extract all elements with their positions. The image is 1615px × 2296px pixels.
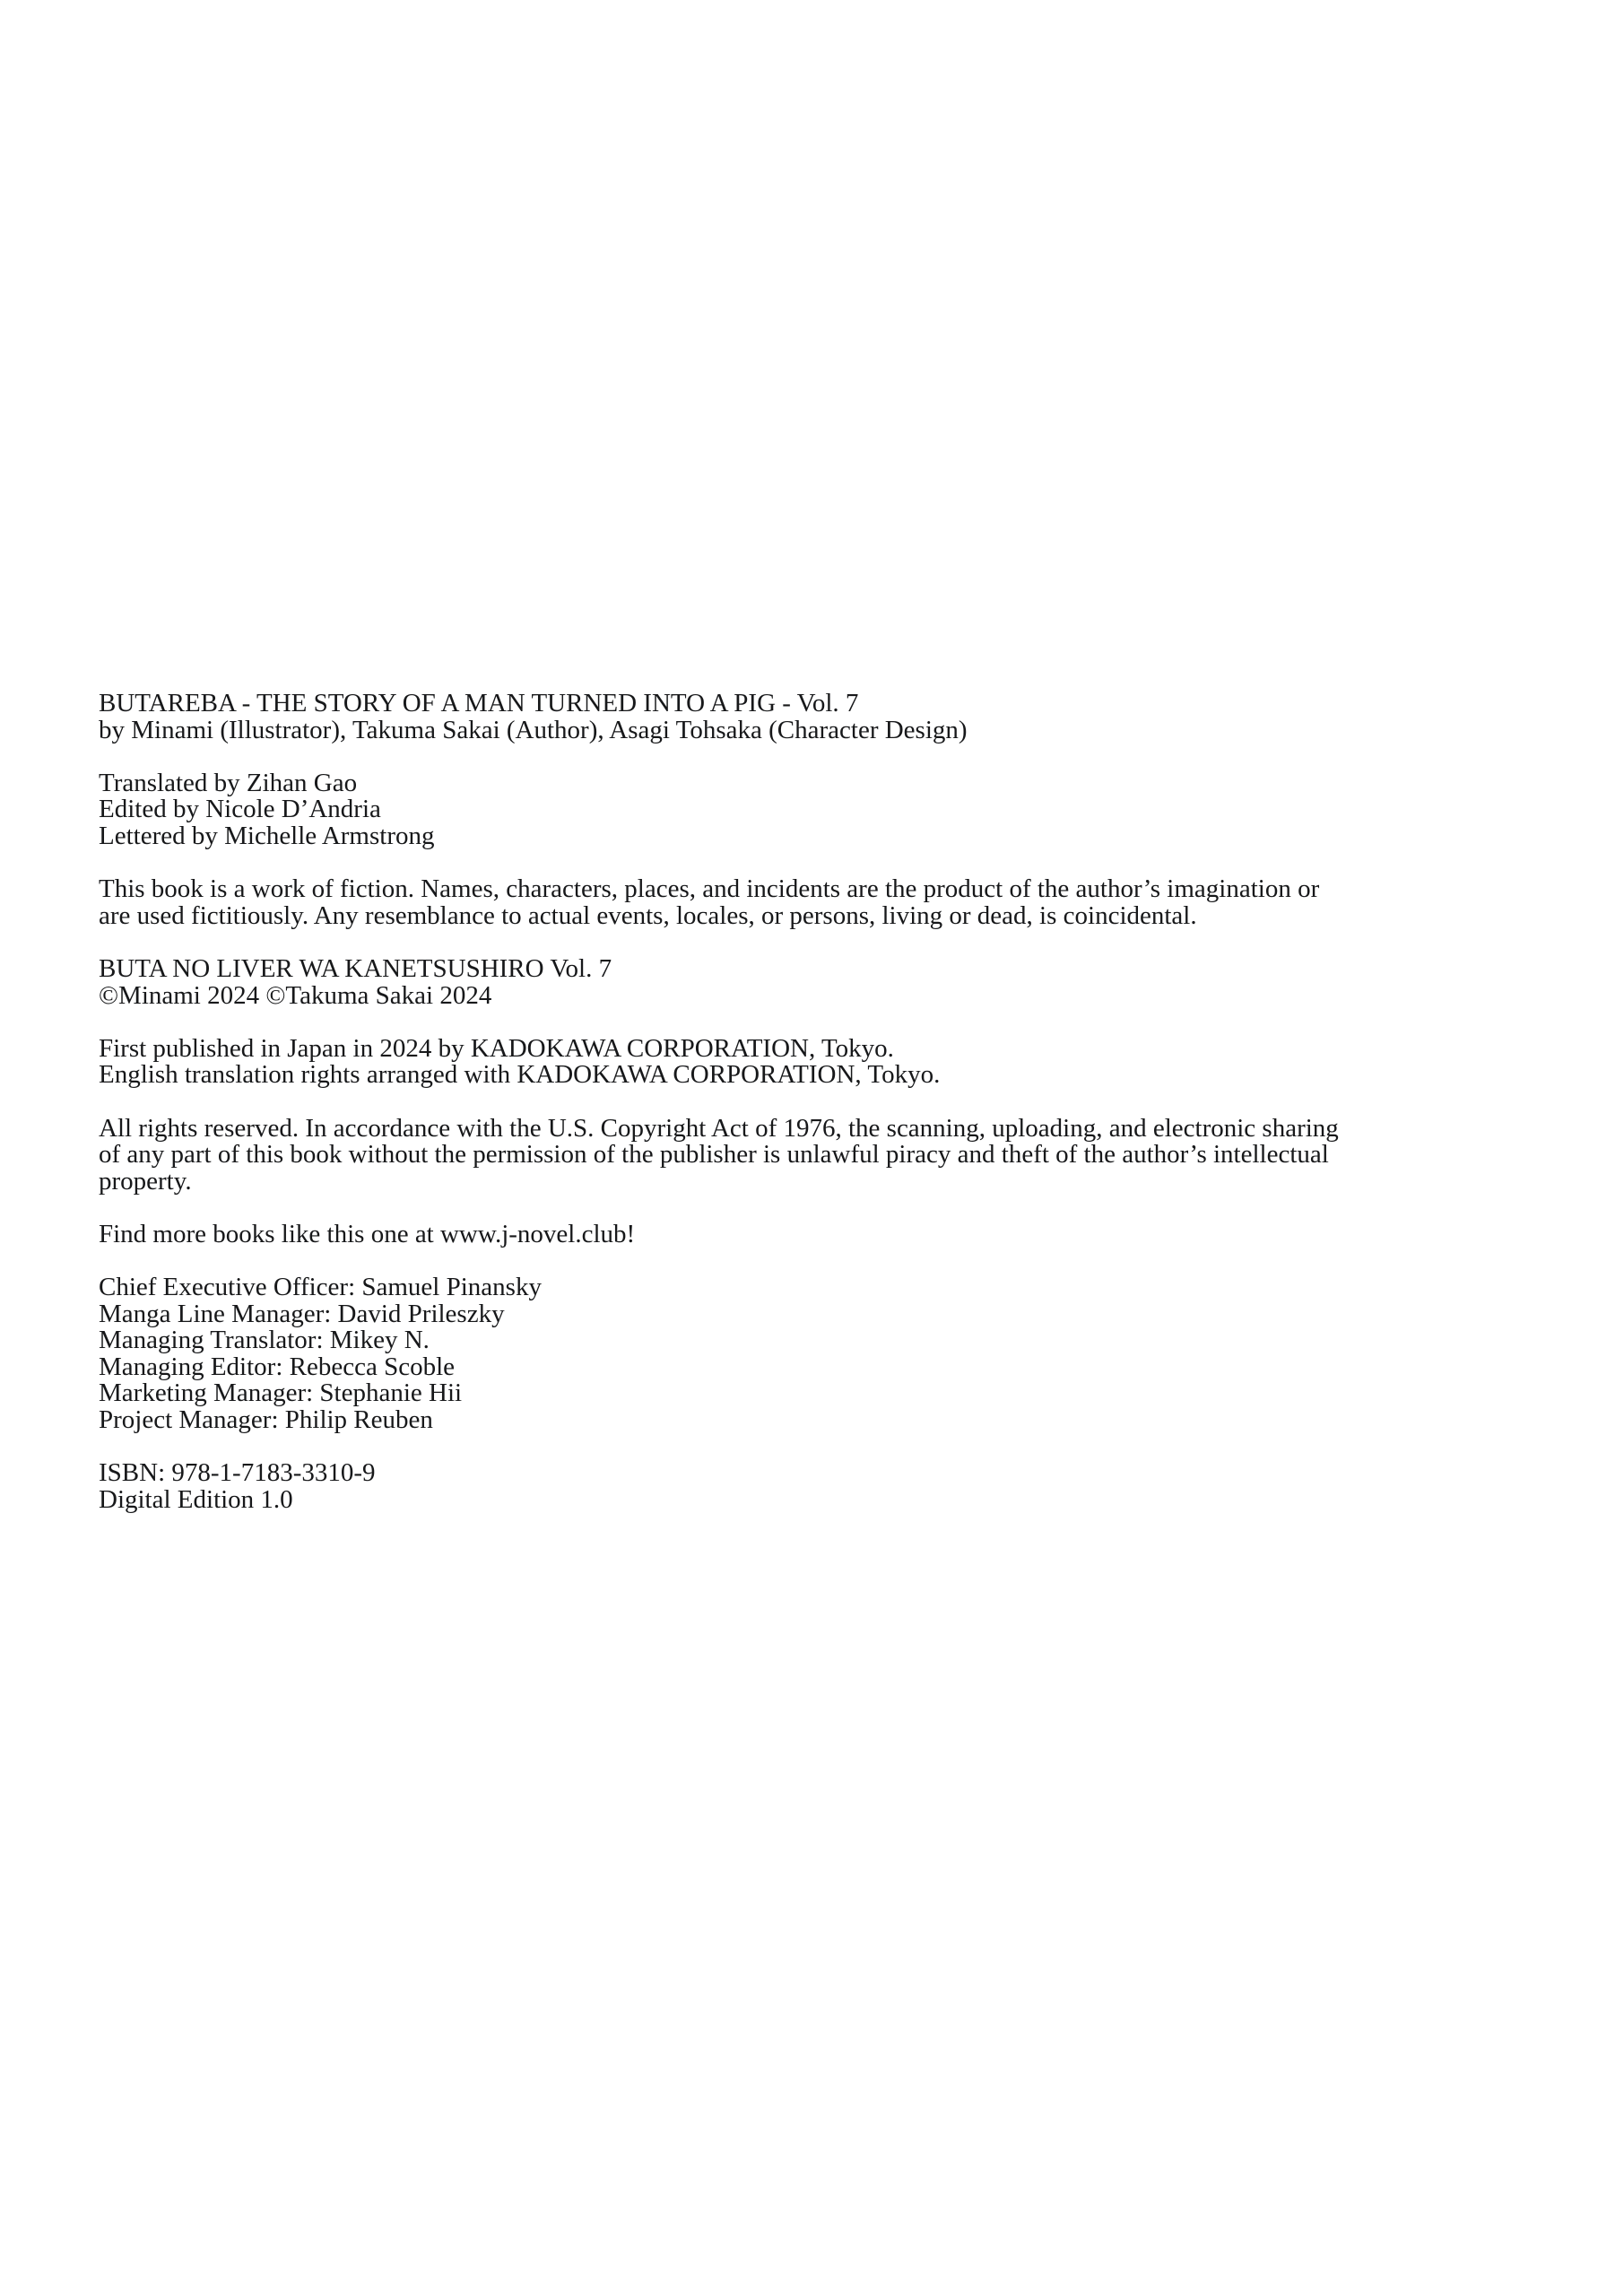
colophon-text-block [99,691,1372,1513]
translator-credit: Translated by Zihan Gao [99,768,358,797]
title-block [99,691,1372,744]
isbn-line: ISBN: 978-1-7183-3310-9 [99,1458,376,1488]
staff-credit-line: Project Manager: Philip Reuben [99,1405,433,1435]
staff-credits-block [99,1274,1372,1434]
book-title: BUTAREBA - THE STORY OF A MAN TURNED INTO A PIG - Vol. 7 [99,689,859,718]
staff-credit-line: Manga Line Manager: David Prileszky [99,1299,505,1328]
fiction-disclaimer-block [99,876,1372,929]
rights-reserved-block [99,1113,1372,1196]
book-contributors: by Minami (Illustrator), Takuma Sakai (Author), Asagi Tohsaka (Character Design) [99,715,968,744]
staff-credit-line: Managing Translator: Mikey N. [99,1326,430,1355]
digital-edition-line: Digital Edition 1.0 [99,1484,293,1514]
editor-credit: Edited by Nicole D’Andria [99,795,381,824]
letterer-credit: Lettered by Michelle Armstrong [99,821,435,850]
publisher-website-line: Find more books like this one at www.j-novel.club! [99,1219,636,1248]
fiction-disclaimer-text: This book is a work of fiction. Names, characters, places, and incidents are the product of the author’s imagination or are used fictitiously. Any resemblance to actual events, locales, or persons, living or dead, is coincidental. [99,874,1320,930]
edition-info-block [99,1460,1372,1513]
staff-credit-line: Chief Executive Officer: Samuel Pinansky [99,1273,542,1302]
production-credits-block [99,770,1372,850]
translation-rights-line: English translation rights arranged with KADOKAWA CORPORATION, Tokyo. [99,1060,941,1090]
staff-credit-line: Marketing Manager: Stephanie Hii [99,1378,463,1408]
original-copyright-block [99,953,1372,1010]
first-published-line: First published in Japan in 2024 by KADOKAWA CORPORATION, Tokyo. [99,1033,894,1063]
publication-rights-block [99,1033,1372,1090]
copyright-holders: ©Minami 2024 ©Takuma Sakai 2024 [99,980,492,1010]
promo-block [99,1219,1372,1248]
staff-credit-line: Managing Editor: Rebecca Scoble [99,1352,456,1381]
rights-reserved-text: All rights reserved. In accordance with the U.S. Copyright Act of 1976, the scanning, uploading, and electronic sharing of any part of this book without the permission of the publisher is unlawful piracy and theft of the author’s intellectual property. [99,1113,1339,1196]
original-japanese-title: BUTA NO LIVER WA KANETSUSHIRO Vol. 7 [99,953,612,983]
